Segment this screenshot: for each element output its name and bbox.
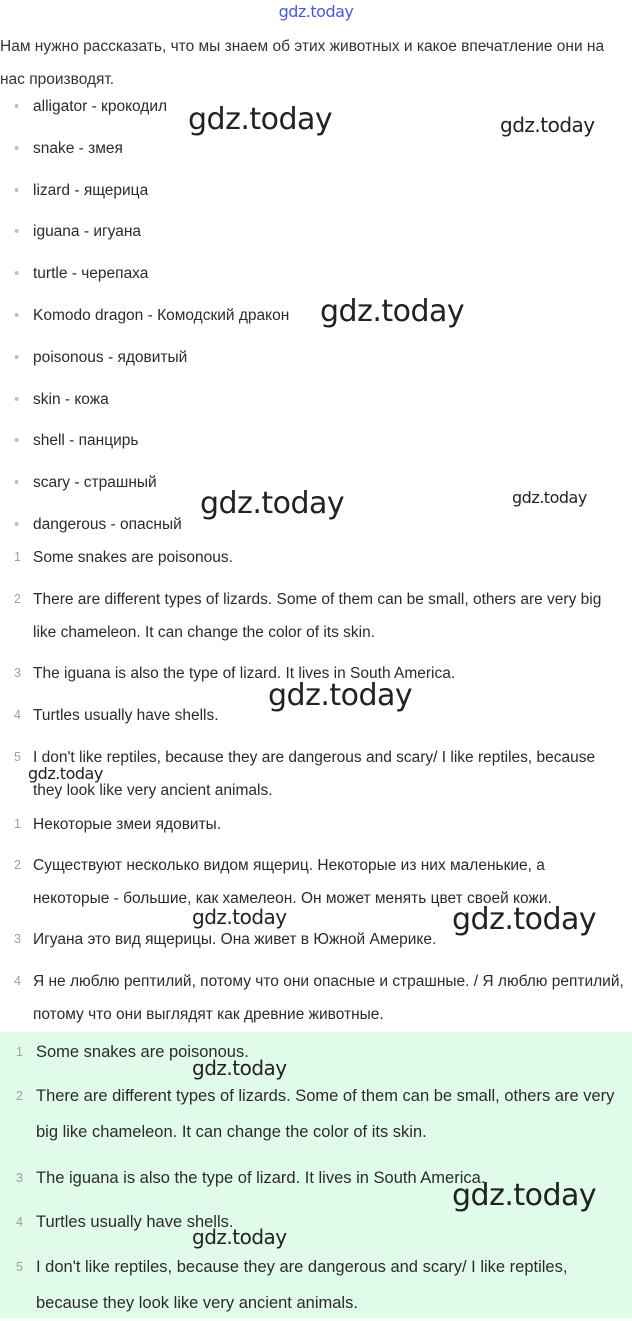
- watermark: gdz.today: [192, 1056, 287, 1080]
- vocab-text: shell - панцирь: [33, 432, 139, 450]
- watermark: gdz.today: [268, 678, 413, 713]
- vocab-text: scary - страшный: [33, 474, 157, 492]
- bullet-icon: •: [14, 265, 20, 283]
- intro-text: Нам нужно рассказать, что мы знаем об этих животных и какое впечатление они на нас производят.: [0, 38, 605, 88]
- list-item: [0, 1249, 625, 1321]
- vocab-item: [0, 468, 632, 510]
- item-number: 4: [14, 708, 21, 722]
- item-text: Some snakes are poisonous.: [33, 549, 233, 566]
- item-text: There are different types of lizards. Some of them can be small, others are very big like chameleon. It can change the color of its skin.: [36, 1087, 615, 1141]
- item-text: Turtles usually have shells.: [36, 1213, 234, 1231]
- list-item: [0, 1034, 625, 1078]
- bullet-icon: •: [14, 139, 20, 157]
- vocab-text: alligator - крокодил: [33, 98, 168, 115]
- list-item: [0, 849, 625, 923]
- item-number: 1: [16, 1045, 23, 1059]
- item-number: 3: [14, 666, 21, 680]
- list-item: [0, 699, 625, 741]
- vocab-text: poisonous - ядовитый: [33, 348, 188, 366]
- vocab-item: [0, 217, 632, 259]
- item-text: The iguana is also the type of lizard. It lives in South America.: [33, 665, 456, 682]
- watermark: gdz.today: [192, 1225, 287, 1249]
- item-number: 2: [16, 1089, 23, 1103]
- site-header-watermark: gdz.today: [278, 2, 354, 21]
- bullet-icon: •: [14, 223, 20, 241]
- item-number: 4: [14, 974, 21, 988]
- vocab-item: [0, 259, 632, 301]
- item-text: Существуют несколько видом ящериц. Некоторые из них маленькие, а некоторые - большие, как хамелеон. Он может менять цвет своей кожи.: [33, 857, 552, 907]
- watermark: gdz.today: [320, 294, 465, 329]
- list-item: [0, 965, 625, 1031]
- item-text: Игуана это вид ящерицы. Она живет в Южной Америке.: [33, 931, 437, 948]
- bullet-icon: •: [14, 515, 20, 533]
- item-text: The iguana is also the type of lizard. It lives in South America.: [36, 1169, 486, 1187]
- list-item: [0, 923, 625, 965]
- item-text: Turtles usually have shells.: [33, 707, 219, 724]
- vocab-item: [0, 92, 632, 134]
- item-number: 5: [14, 750, 21, 764]
- item-number: 1: [14, 550, 21, 564]
- bullet-icon: •: [14, 98, 20, 115]
- item-number: 1: [14, 817, 21, 831]
- vocab-text: Komodo dragon - Комодский дракон: [33, 306, 290, 324]
- vocab-text: turtle - черепаха: [33, 265, 149, 283]
- list-item: [0, 1160, 625, 1204]
- watermark: gdz.today: [452, 902, 597, 937]
- vocab-item: [0, 301, 632, 343]
- bullet-icon: •: [14, 390, 20, 408]
- list-item: [0, 741, 625, 807]
- vocab-text: lizard - ящерица: [33, 181, 149, 199]
- item-number: 2: [14, 592, 21, 606]
- russian-sentences-list: [0, 808, 625, 1031]
- watermark: gdz.today: [452, 1178, 597, 1213]
- item-text: Some snakes are poisonous.: [36, 1043, 249, 1061]
- answer-sentences-list: [0, 1034, 625, 1321]
- vocab-item: [0, 426, 632, 468]
- bullet-icon: •: [14, 306, 20, 324]
- vocab-item: [0, 134, 632, 176]
- vocab-text: skin - кожа: [33, 390, 109, 408]
- bullet-icon: •: [14, 474, 20, 492]
- vocab-item: [0, 385, 632, 427]
- bullet-icon: •: [14, 181, 20, 199]
- item-text: I don't like reptiles, because they are dangerous and scary/ I like reptiles, because they look like very ancient animals.: [33, 749, 596, 799]
- watermark: gdz.today: [200, 486, 345, 521]
- item-number: 5: [16, 1260, 23, 1274]
- watermark: gdz.today: [512, 488, 587, 507]
- vocab-text: dangerous - опасный: [33, 515, 182, 533]
- vocab-item: [0, 176, 632, 218]
- list-item: [0, 1078, 625, 1160]
- item-number: 4: [16, 1215, 23, 1229]
- item-number: 3: [14, 932, 21, 946]
- item-text: I don't like reptiles, because they are dangerous and scary/ I like reptiles, because they look like very ancient animals.: [36, 1258, 568, 1312]
- vocab-text: iguana - игуана: [33, 223, 142, 241]
- item-text: Я не люблю рептилий, потому что они опасные и страшные. / Я люблю рептилий, потому что они выглядят как древние животные.: [33, 973, 624, 1023]
- vocabulary-list: [0, 92, 632, 552]
- item-text: There are different types of lizards. Some of them can be small, others are very big like chameleon. It can change the color of its skin.: [33, 591, 602, 641]
- list-item: [0, 541, 625, 583]
- bullet-icon: •: [14, 432, 20, 450]
- vocab-text: snake - змея: [33, 139, 123, 157]
- bullet-icon: •: [14, 348, 20, 366]
- watermark: gdz.today: [28, 764, 103, 783]
- item-text: Некоторые змеи ядовиты.: [33, 816, 222, 833]
- list-item: [0, 808, 625, 849]
- list-item: [0, 1204, 625, 1249]
- watermark: gdz.today: [188, 102, 333, 137]
- list-item: [0, 583, 625, 657]
- english-sentences-list: [0, 541, 625, 807]
- vocab-item: [0, 343, 632, 385]
- item-number: 3: [16, 1171, 23, 1185]
- list-item: [0, 657, 625, 699]
- item-number: 2: [14, 858, 21, 872]
- watermark: gdz.today: [192, 905, 287, 929]
- watermark: gdz.today: [500, 113, 595, 137]
